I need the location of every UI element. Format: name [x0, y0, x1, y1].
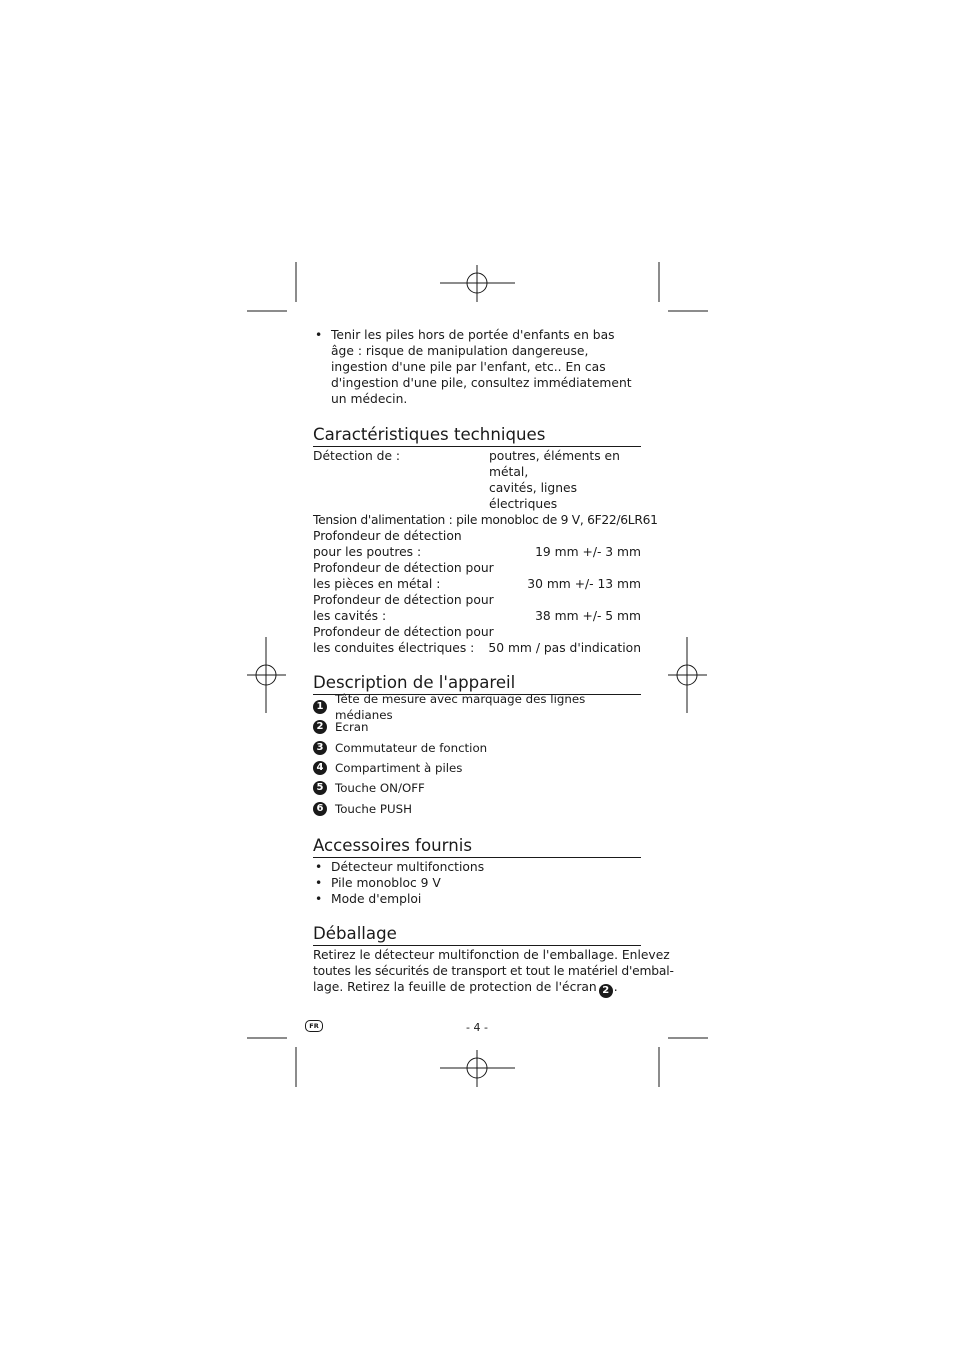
device-parts-list: [313, 692, 641, 819]
part-item: [313, 692, 641, 723]
spec-depth-wires-label2: les conduites électriques :: [313, 641, 475, 655]
spec-detection: [313, 448, 641, 512]
part-label: Commutateur de fonction: [335, 740, 488, 755]
spec-depth-metal-label2: les pièces en métal :: [313, 577, 441, 591]
unpacking-text: [313, 946, 674, 998]
spec-depth-wires-label1: Profondeur de détection pour: [313, 625, 494, 639]
unpacking-line3-end: .: [613, 979, 618, 994]
spec-depth-cavity-value: 38 mm +/- 5 mm: [535, 609, 641, 623]
spec-depth-wires-value: 50 mm / pas d'indication: [488, 641, 641, 655]
unpacking-heading: Déballage: [313, 924, 641, 946]
part-label: Tête de mesure avec marquage des lignes médianes: [335, 692, 586, 723]
spec-detection-value: [489, 448, 641, 512]
part-number-badge: 4: [313, 761, 327, 775]
part-number-badge: 1: [313, 700, 327, 714]
tech-specs-heading: Caractéristiques techniques: [313, 425, 641, 447]
part-item: [313, 798, 641, 818]
part-item: [313, 778, 641, 798]
part-label: Touche PUSH: [335, 801, 412, 816]
screen-reference-badge: 2: [599, 984, 613, 998]
spec-depth-beams-label1: Profondeur de détection: [313, 529, 462, 543]
spec-depth-beams-value: 19 mm +/- 3 mm: [535, 545, 641, 559]
part-item: [313, 758, 641, 778]
part-label: Touche ON/OFF: [335, 781, 425, 796]
unpacking-line2: toutes les sécurités de transport et tout le matériel d'embal-: [313, 963, 674, 978]
accessory-item: • Pile monobloc 9 V: [313, 875, 641, 891]
part-number-badge: 5: [313, 781, 327, 795]
spec-depth-beams-label2: pour les poutres :: [313, 545, 422, 559]
battery-warning-list: [313, 327, 641, 407]
accessory-item: • Détecteur multifonctions: [313, 859, 641, 875]
spec-depth-metal: [313, 576, 641, 592]
part-item: [313, 738, 641, 758]
content-column: [313, 327, 674, 998]
spec-depth-metal-value: 30 mm +/- 13 mm: [527, 577, 641, 591]
spec-depth-cavity-label1: Profondeur de détection pour: [313, 593, 494, 607]
spec-depth-cavity-label2: les cavités :: [313, 609, 387, 623]
part-label: Compartiment à piles: [335, 761, 463, 776]
page-number: - 4 -: [466, 1021, 488, 1034]
spec-depth-beams: [313, 544, 641, 560]
part-number-badge: 3: [313, 741, 327, 755]
spec-depth-wires: [313, 640, 641, 656]
spec-voltage: Tension d'alimentation : pile monobloc de 9 V, 6F22/6LR61: [313, 513, 658, 527]
unpacking-line1: Retirez le détecteur multifonction de l'emballage. Enlevez: [313, 947, 670, 962]
part-number-badge: 2: [313, 720, 327, 734]
spec-depth-cavity: [313, 608, 641, 624]
part-label: Ecran: [335, 720, 369, 735]
device-description-heading: Description de l'appareil: [313, 673, 641, 695]
spec-detection-value-line2: cavités, lignes électriques: [489, 481, 578, 511]
accessories-heading: Accessoires fournis: [313, 836, 641, 858]
accessories-list: [313, 858, 641, 907]
tech-specs-block: [313, 447, 658, 656]
part-number-badge: 6: [313, 802, 327, 816]
battery-warning-item: • Tenir les piles hors de portée d'enfants en bas âge : risque de manipulation dangereuse, ingestion d'une pile par l'enfant, etc.. En cas d'ingestion d'une pile, consultez immédiatement un médecin.: [313, 327, 641, 407]
unpacking-line3-text: lage. Retirez la feuille de protection de l'écran: [313, 979, 597, 994]
spec-detection-label: Détection de :: [313, 449, 401, 463]
accessory-item: • Mode d'emploi: [313, 891, 641, 907]
spec-detection-value-line1: poutres, éléments en métal,: [489, 449, 620, 479]
unpacking-line3: [313, 979, 641, 998]
spec-depth-metal-label1: Profondeur de détection pour: [313, 561, 494, 575]
language-badge: FR: [305, 1020, 323, 1032]
